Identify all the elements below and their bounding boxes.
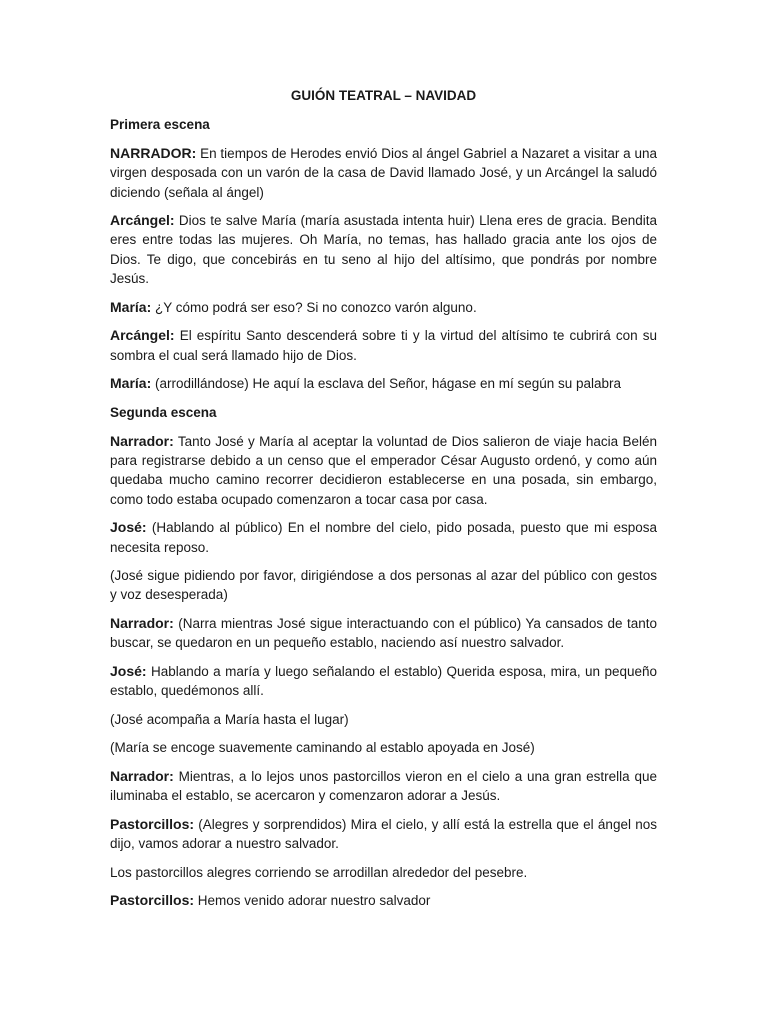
paragraph-text: Mientras, a lo lejos unos pastorcillos vieron en el cielo a una gran estrella que iluminaba el establo, se acercaron y comenzaron adorar a Jesús. xyxy=(110,768,657,804)
scene-heading: Primera escena xyxy=(110,117,210,132)
dialogue-paragraph xyxy=(110,815,657,854)
speaker-name: José: xyxy=(110,519,147,536)
dialogue-paragraph xyxy=(110,614,657,653)
dialogue-paragraph xyxy=(110,662,657,701)
dialogue-paragraph xyxy=(110,518,657,557)
paragraph-text: Tanto José y María al aceptar la voluntad de Dios salieron de viaje hacia Belén para registrarse debido a un censo que el emperador César Augusto ordenó, y como aún quedaba mucho camino recorrer decidieron establecerse en una posada, sin embargo, como todo estaba ocupado comenzaron a tocar casa por casa. xyxy=(110,433,657,507)
script-body xyxy=(110,115,657,911)
speaker-name: José: xyxy=(110,662,147,679)
paragraph-text: Hemos venido adorar nuestro salvador xyxy=(197,893,431,909)
document-title: GUIÓN TEATRAL – NAVIDAD xyxy=(290,88,477,103)
paragraph-text: (Hablando al público) En el nombre del cielo, pido posada, puesto que mi esposa necesita reposo. xyxy=(110,520,657,555)
paragraph-text: Dios te salve María (maría asustada intenta huir) Llena eres de gracia. Bendita eres entre todas las mujeres. Oh María, no temas, has hallado gracia ante los ojos de Dios. Te digo, que concebirás en tu seno al hijo del altísimo, que pondrás por nombre Jesús. xyxy=(110,213,657,287)
paragraph-text: (José sigue pidiendo por favor, dirigiéndose a dos personas al azar del público con gestos y voz desesperada) xyxy=(110,568,657,603)
dialogue-paragraph xyxy=(110,374,657,393)
paragraph-text: (José acompaña a María hasta el lugar) xyxy=(110,711,349,727)
speaker-name: Narrador: xyxy=(110,767,174,784)
paragraph-text: (María se encoge suavemente caminando al establo apoyada en José) xyxy=(110,740,535,756)
stage-direction-paragraph xyxy=(110,863,657,882)
speaker-name: Pastorcillos: xyxy=(110,892,195,909)
stage-direction-paragraph xyxy=(110,738,657,757)
paragraph-text: En tiempos de Herodes envió Dios al ángel Gabriel a Nazaret a visitar a una virgen desposada con un varón de la casa de David llamado José, y un Arcángel la saludó diciendo (señala al ángel) xyxy=(110,146,657,200)
dialogue-paragraph xyxy=(110,144,657,202)
paragraph-text: Hablando a maría y luego señalando el establo) Querida esposa, mira, un pequeño establo, quedémonos allí. xyxy=(110,663,657,699)
paragraph-text: (Narra mientras José sigue interactuando con el público) Ya cansados de tanto buscar, se quedaron en un pequeño establo, naciendo así nuestro salvador. xyxy=(110,616,657,651)
speaker-name: Narrador: xyxy=(110,432,174,449)
paragraph-text: Los pastorcillos alegres corriendo se arrodillan alrededor del pesebre. xyxy=(110,864,528,880)
scene-heading: Segunda escena xyxy=(110,404,217,420)
dialogue-paragraph xyxy=(110,211,657,288)
speaker-name: María: xyxy=(110,375,152,392)
paragraph-text: (Alegres y sorprendidos) Mira el cielo, y allí está la estrella que el ángel nos dijo, vamos adorar a nuestro salvador. xyxy=(110,816,657,852)
paragraph-text: El espíritu Santo descenderá sobre ti y la virtud del altísimo te cubrirá con su sombra el cual será llamado hijo de Dios. xyxy=(110,328,657,363)
paragraph-text: ¿Y cómo podrá ser eso? Si no conozco varón alguno. xyxy=(155,299,477,315)
speaker-name: NARRADOR: xyxy=(110,145,197,161)
dialogue-paragraph xyxy=(110,767,657,806)
paragraph-text: (arrodillándose) He aquí la esclava del Señor, hágase en mí según su palabra xyxy=(155,376,622,392)
speaker-name: María: xyxy=(110,298,152,315)
dialogue-paragraph xyxy=(110,298,657,317)
dialogue-paragraph xyxy=(110,326,657,365)
document-page xyxy=(110,86,657,920)
speaker-name: Pastorcillos: xyxy=(110,815,195,832)
speaker-name: Arcángel: xyxy=(110,327,175,344)
dialogue-paragraph xyxy=(110,432,657,509)
speaker-name: Narrador: xyxy=(110,615,174,632)
stage-direction-paragraph xyxy=(110,710,657,729)
dialogue-paragraph xyxy=(110,891,657,910)
stage-direction-paragraph xyxy=(110,566,657,605)
speaker-name: Arcángel: xyxy=(110,212,175,229)
